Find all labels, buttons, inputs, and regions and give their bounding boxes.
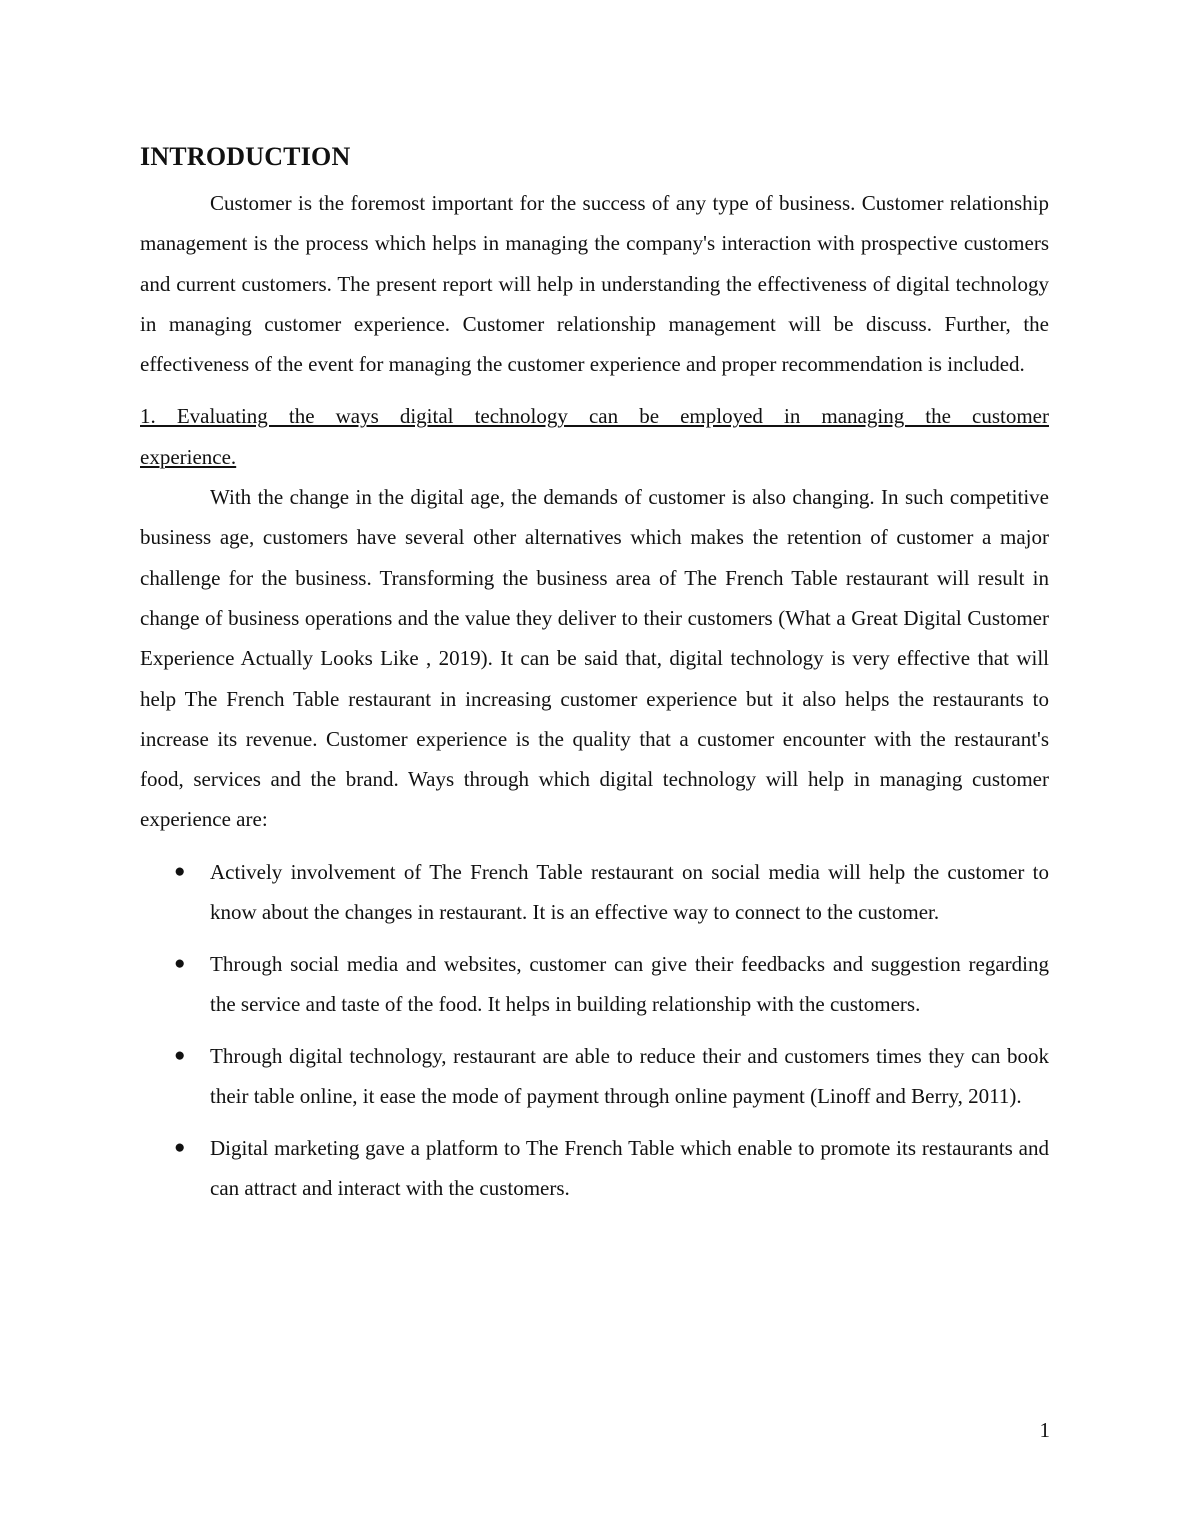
list-item-text: Digital marketing gave a platform to The French Table which enable to promote its restaurants and can attract and interact with the customers. xyxy=(210,1136,1049,1201)
list-item xyxy=(140,852,1049,933)
list-item xyxy=(140,1036,1049,1117)
page-content xyxy=(140,140,1049,1220)
section-title-introduction: INTRODUCTION xyxy=(140,142,351,171)
bullet-icon: ● xyxy=(174,860,186,882)
bullet-icon: ● xyxy=(174,1137,186,1159)
list-item xyxy=(140,1128,1049,1209)
section-1-heading-line2: experience. xyxy=(140,444,237,469)
bullet-list xyxy=(140,852,1049,1209)
section-1-paragraph: With the change in the digital age, the demands of customer is also changing. In such competitive business age, customers have several other alternatives which makes the retention of customer a major challenge for the business. Transforming the business area of The French Table restaurant will result in change of business operations and the value they deliver to their customers (What a Great Digital Customer Experience Actually Looks Like , 2019). It can be said that, digital technology is very effective that will help The French Table restaurant in increasing customer experience but it also helps the restaurants to increase its revenue. Customer experience is the quality that a customer encounter with the restaurant's food, services and the brand. Ways through which digital technology will help in managing customer experience are: xyxy=(140,485,1049,832)
page-number: 1 xyxy=(1039,1418,1050,1442)
list-item-text: Actively involvement of The French Table restaurant on social media will help the customer to know about the changes in restaurant. It is an effective way to connect to the customer. xyxy=(210,859,1049,925)
bullet-icon: ● xyxy=(174,1044,186,1066)
bullet-icon: ● xyxy=(174,952,186,974)
list-item-text: Through social media and websites, customer can give their feedbacks and suggestion regarding the service and taste of the food. It helps in building relationship with the customers. xyxy=(210,951,1049,1017)
list-item xyxy=(140,944,1049,1025)
section-1-heading xyxy=(140,396,1049,477)
list-item-text: Through digital technology, restaurant are able to reduce their and customers times they can book their table online, it ease the mode of payment through online payment (Linoff and Berry, 2011). xyxy=(210,1043,1049,1109)
section-1-heading-line1: 1. Evaluating the ways digital technology can be employed in managing the customer xyxy=(140,404,1049,429)
intro-paragraph: Customer is the foremost important for the success of any type of business. Customer relationship management is the process which helps in managing the company's interaction with prospective customers and current customers. The present report will help in understanding the effectiveness of digital technology in managing customer experience. Customer relationship management will be discuss. Further, the effectiveness of the event for managing the customer experience and proper recommendation is included. xyxy=(140,191,1049,377)
